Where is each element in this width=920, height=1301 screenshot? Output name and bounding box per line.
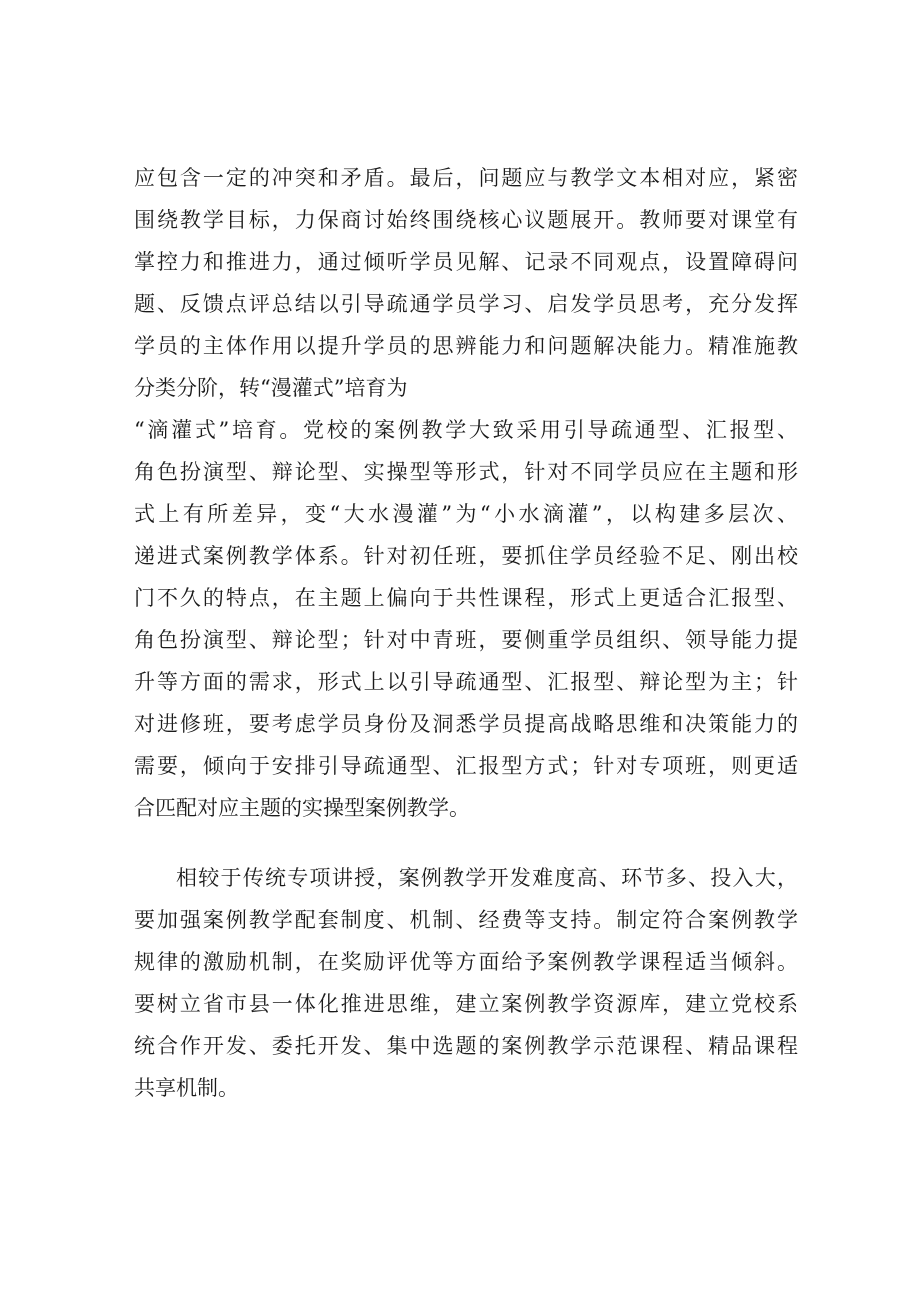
text-line: 掌控力和推进力，通过倾听学员见解、记录不同观点，设置障碍问: [134, 250, 798, 274]
text-line: 共享机制。: [134, 1076, 239, 1100]
text-line: 应包含一定的冲突和矛盾。最后，问题应与教学文本相对应，紧密: [134, 166, 798, 190]
text-line: 式上有所差异，变“大水漫灌”为“小水滴灌”，以构建多层次、: [134, 502, 798, 526]
text-line: 相较于传统专项讲授，案例教学开发难度高、环节多、投入大，: [176, 866, 798, 890]
text-line: 需要，倾向于安排引导疏通型、汇报型方式；针对专项班，则更适: [134, 754, 798, 778]
text-line: “滴灌式”培育。党校的案例教学大致采用引导疏通型、汇报型、: [134, 418, 798, 442]
text-line: 要加强案例教学配套制度、机制、经费等支持。制定符合案例教学: [134, 908, 798, 932]
text-line: 合匹配对应主题的实操型案例教学。: [134, 796, 470, 820]
text-line: 升等方面的需求，形式上以引导疏通型、汇报型、辩论型为主；针: [134, 670, 798, 694]
text-line: 题、反馈点评总结以引导疏通学员学习、启发学员思考，充分发挥: [134, 292, 798, 316]
text-line: 围绕教学目标，力保商讨始终围绕核心议题展开。教师要对课堂有: [134, 208, 798, 232]
text-line: 对进修班，要考虑学员身份及洞悉学员提高战略思维和决策能力的: [134, 712, 798, 736]
document-body: [134, 157, 798, 1109]
text-line: 角色扮演型、辩论型；针对中青班，要侧重学员组织、领导能力提: [134, 628, 798, 652]
text-line: 要树立省市县一体化推进思维，建立案例教学资源库，建立党校系: [134, 992, 798, 1016]
paragraph-spacer: [134, 829, 798, 857]
text-line: 门不久的特点，在主题上偏向于共性课程，形式上更适合汇报型、: [134, 586, 798, 610]
text-line: 分类分阶，转“漫灌式”培育为: [134, 376, 408, 400]
paragraph-2: [134, 857, 798, 1109]
text-line: 学员的主体作用以提升学员的思辨能力和问题解决能力。精准施教: [134, 334, 798, 358]
text-line: 统合作开发、委托开发、集中选题的案例教学示范课程、精品课程: [134, 1034, 798, 1058]
text-line: 角色扮演型、辩论型、实操型等形式，针对不同学员应在主题和形: [134, 460, 798, 484]
text-line: 递进式案例教学体系。针对初任班，要抓住学员经验不足、刚出校: [134, 544, 798, 568]
paragraph-1: [134, 157, 798, 829]
text-line: 规律的激励机制，在奖励评优等方面给予案例教学课程适当倾斜。: [134, 950, 798, 974]
